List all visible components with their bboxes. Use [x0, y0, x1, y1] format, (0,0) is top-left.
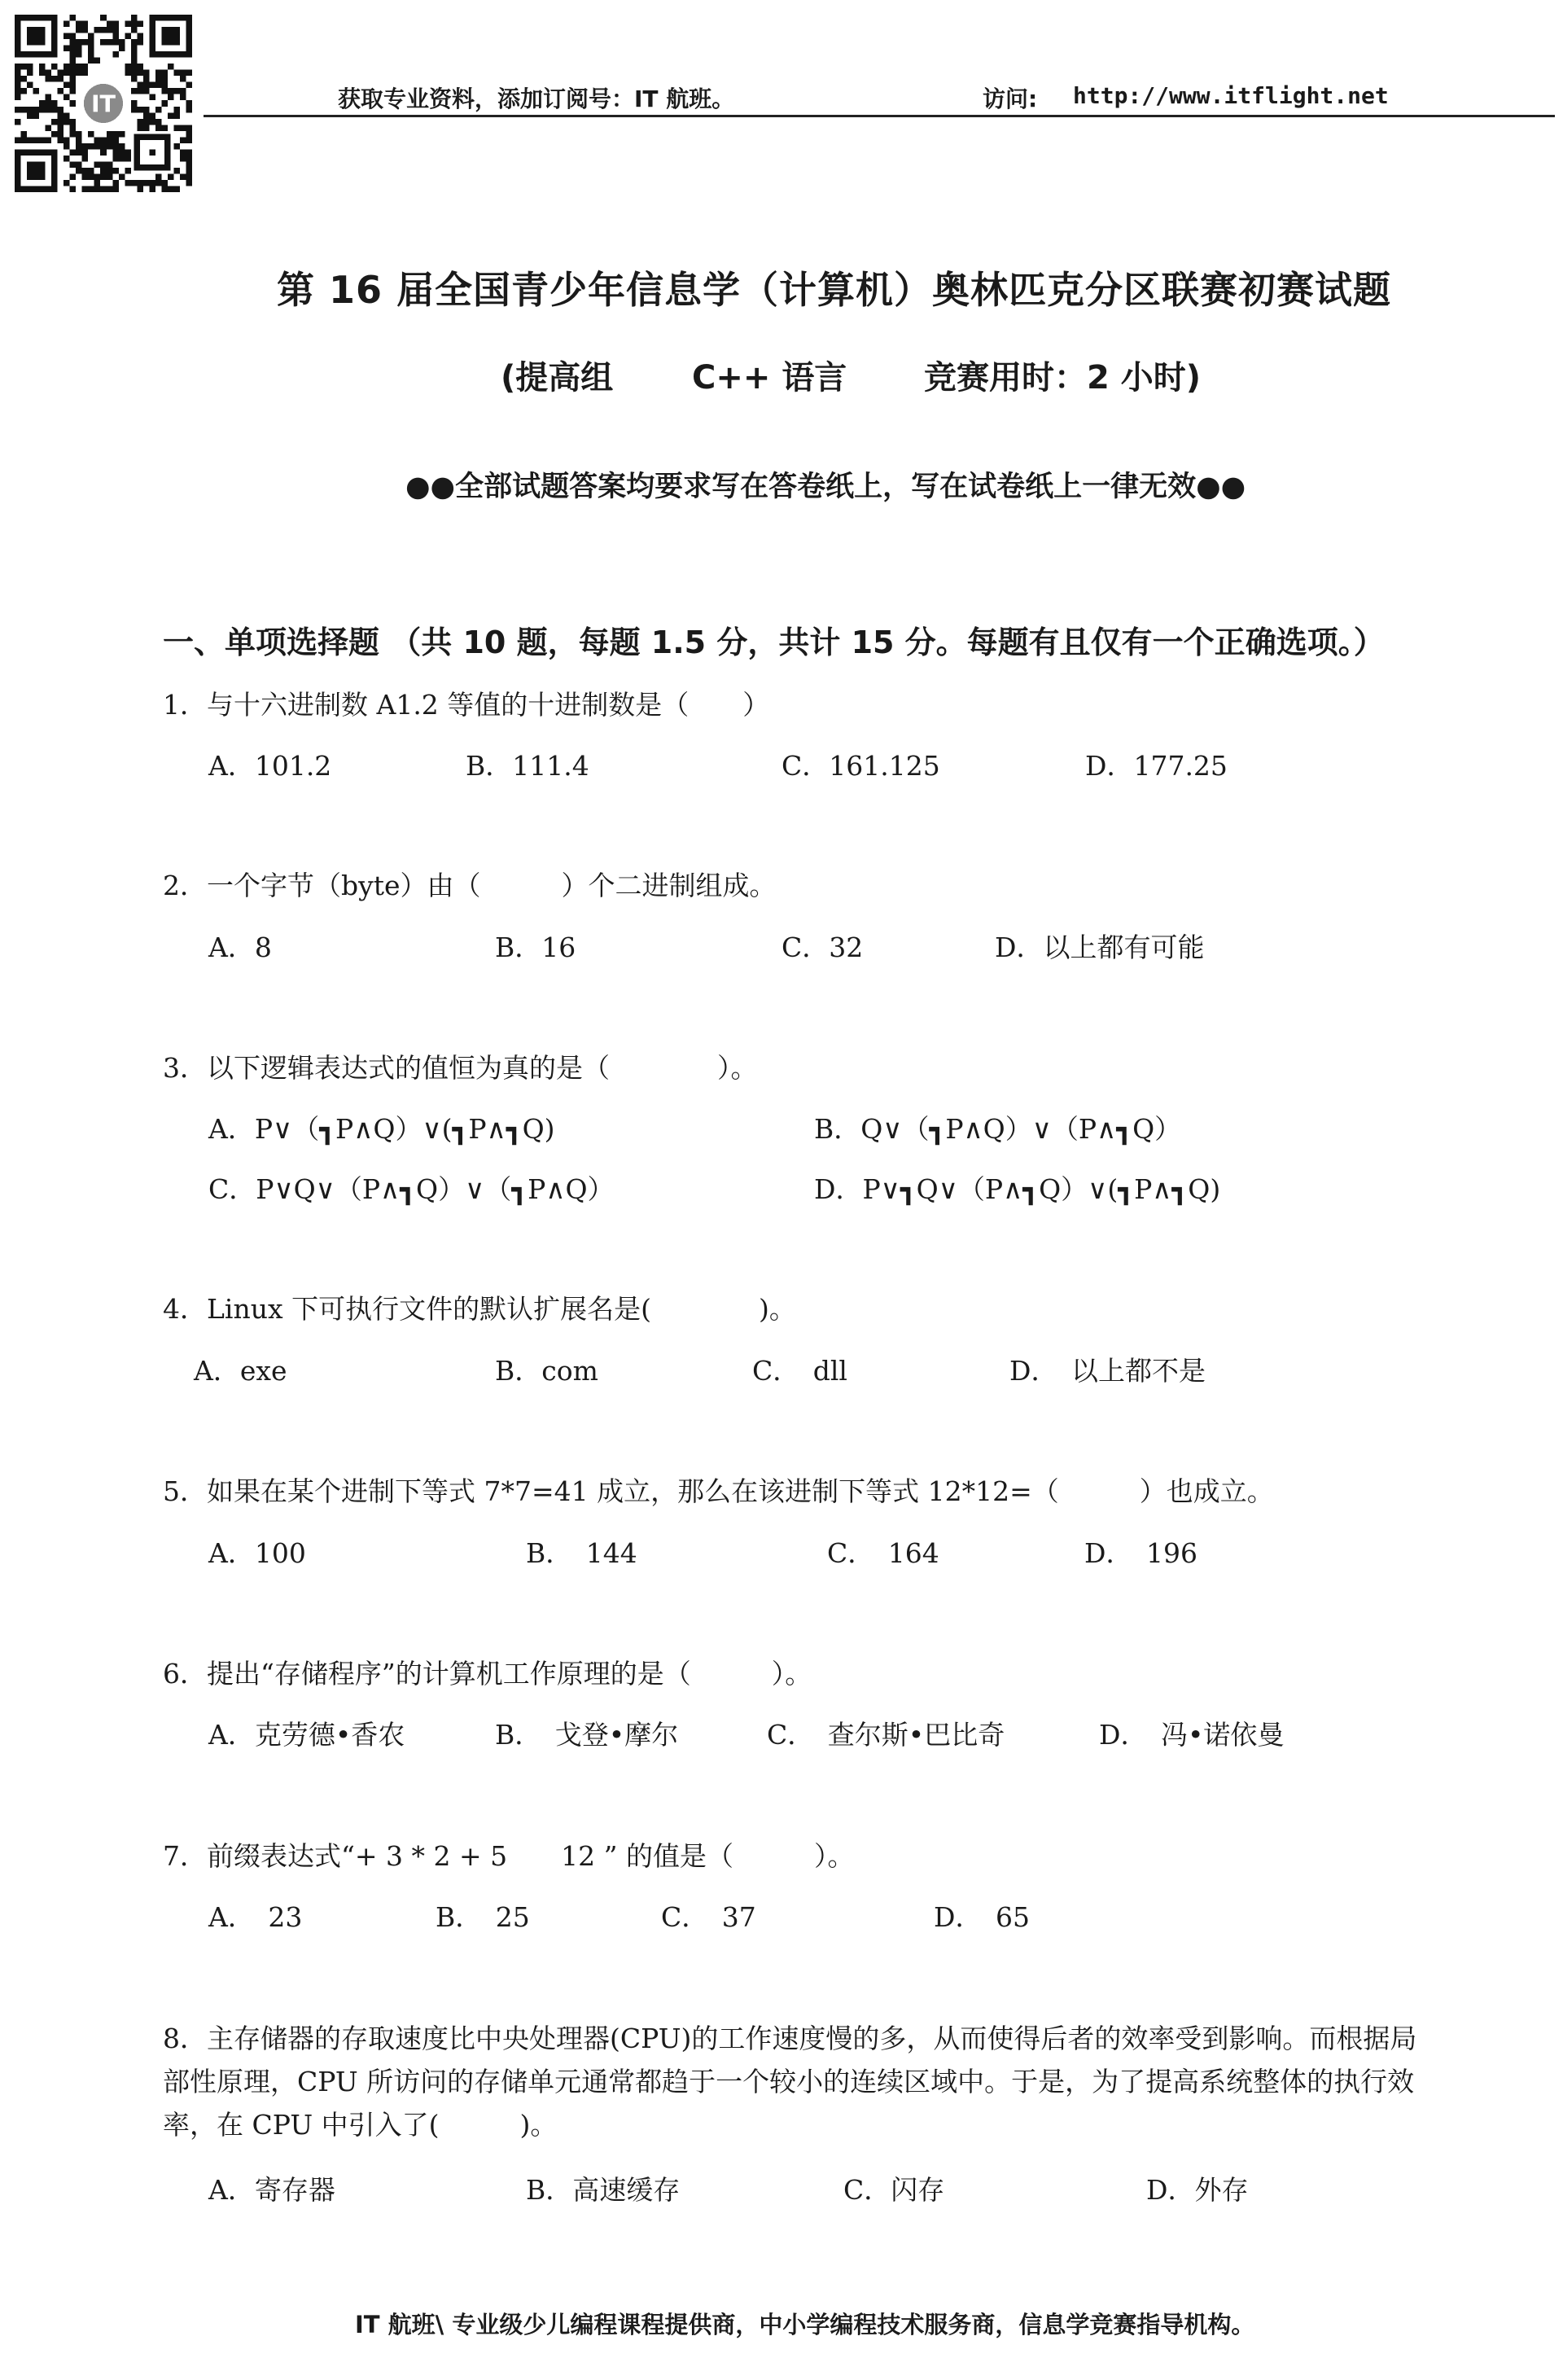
section-heading-1: 一、单项选择题 （共 10 题，每题 1.5 分，共计 15 分。每题有且仅有一个正确选项。）: [163, 625, 1385, 660]
q8-option-a: A．寄存器: [208, 2174, 335, 2206]
question-5: 5．如果在某个进制下等式 7*7=41 成立，那么在该进制下等式 12*12=（ ）也成立。: [163, 1475, 1274, 1507]
q4-option-d: D． 以上都不是: [1009, 1355, 1206, 1387]
q8-option-d: D．外存: [1146, 2174, 1249, 2206]
question-4: 4．Linux 下可执行文件的默认扩展名是( )。: [163, 1293, 796, 1325]
subtitle-time: 竞赛用时：2 小时): [924, 359, 1202, 397]
q3-option-c: C．P∨Q∨（P∧┓Q）∨（┓P∧Q）: [208, 1173, 615, 1205]
q4-option-b: B．com: [495, 1355, 598, 1387]
header-rule: [204, 115, 1555, 117]
qr-code: [15, 15, 192, 192]
q5-option-b: B． 144: [526, 1537, 637, 1569]
q6-option-a: A．克劳德•香农: [208, 1719, 405, 1751]
header-url[interactable]: http://www.itflight.net: [1073, 82, 1389, 109]
q1-option-c: C．161.125: [782, 750, 940, 782]
q1-option-b: B．111.4: [466, 750, 589, 782]
question-1: 1．与十六进制数 A1.2 等值的十进制数是（ ）: [163, 689, 770, 721]
q5-option-a: A．100: [208, 1537, 306, 1569]
q2-option-c: C．32: [782, 931, 864, 963]
question-6: 6．提出“存储程序”的计算机工作原理的是（ ）。: [163, 1658, 812, 1690]
question-7: 7．前缀表达式“+ 3 * 2 + 5 12 ” 的值是（ ）。: [163, 1840, 855, 1872]
q2-option-a: A．8: [208, 931, 272, 963]
subtitle-language: C++ 语言: [692, 359, 847, 397]
q4-option-a: A．exe: [194, 1355, 287, 1387]
qr-logo-text: IT: [90, 90, 116, 118]
answer-notice: ●●全部试题答案均要求写在答卷纸上，写在试卷纸上一律无效●●: [405, 471, 1246, 503]
q2-option-b: B．16: [495, 931, 576, 963]
q8-option-c: C．闪存: [843, 2174, 945, 2206]
header-subscription-text: 获取专业资料，添加订阅号：IT 航班。: [338, 85, 735, 112]
q1-option-a: A．101.2: [208, 750, 332, 782]
footer-text: IT 航班\ 专业级少儿编程课程提供商，中小学编程技术服务商，信息学竞赛指导机构。: [355, 2311, 1255, 2338]
q1-option-d: D．177.25: [1085, 750, 1228, 782]
q3-option-b: B．Q∨（┓P∧Q）∨（P∧┓Q）: [814, 1113, 1182, 1145]
q3-option-a: A．P∨（┓P∧Q）∨(┓P∧┓Q): [208, 1113, 555, 1145]
q7-option-a: A． 23: [208, 1901, 303, 1933]
q5-option-d: D． 196: [1084, 1537, 1197, 1569]
question-3: 3．以下逻辑表达式的值恒为真的是（ ）。: [163, 1052, 758, 1084]
header-visit-label: 访问:: [983, 85, 1038, 112]
q5-option-c: C． 164: [827, 1537, 939, 1569]
q8-option-b: B．高速缓存: [526, 2174, 681, 2206]
q6-option-d: D． 冯•诺依曼: [1099, 1719, 1285, 1751]
q6-option-c: C． 查尔斯•巴比奇: [767, 1719, 1005, 1751]
subtitle-group: (提高组: [501, 359, 614, 397]
q7-option-c: C． 37: [661, 1901, 756, 1933]
q7-option-d: D． 65: [934, 1901, 1030, 1933]
question-8-line-2: 部性原理，CPU 所访问的存储单元通常都趋于一个较小的连续区域中。于是，为了提高系统整体的执行效: [163, 2066, 1415, 2097]
question-8-line-1: 8．主存储器的存取速度比中央处理器(CPU)的工作速度慢的多，从而使得后者的效率受到影响。而根据局: [163, 2023, 1417, 2054]
page-title: 第 16 届全国青少年信息学（计算机）奥林匹克分区联赛初赛试题: [277, 268, 1392, 312]
q2-option-d: D．以上都有可能: [995, 931, 1205, 963]
question-2: 2．一个字节（byte）由（ ）个二进制组成。: [163, 870, 777, 901]
q3-option-d: D．P∨┓Q∨（P∧┓Q）∨(┓P∧┓Q): [814, 1173, 1221, 1205]
q4-option-c: C． dll: [752, 1355, 847, 1387]
q7-option-b: B． 25: [436, 1901, 530, 1933]
q6-option-b: B． 戈登•摩尔: [495, 1719, 679, 1751]
question-8-line-3: 率，在 CPU 中引入了( )。: [163, 2109, 558, 2141]
